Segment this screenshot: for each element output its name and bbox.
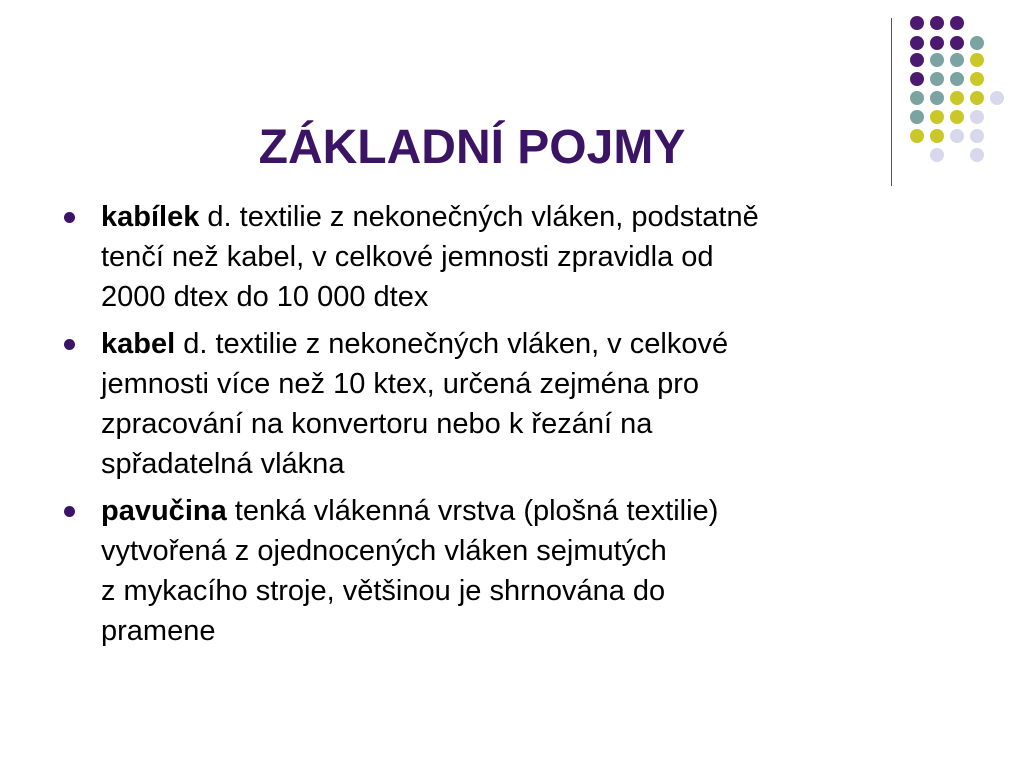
term-label: kabel: [101, 328, 176, 360]
decor-dot: [970, 148, 984, 162]
slide-title: ZÁKLADNÍ POJMY: [258, 121, 686, 175]
bullet-icon: [64, 212, 75, 223]
bullet-item-kabilek: [62, 197, 962, 317]
decor-dot: [950, 16, 964, 30]
decor-dot: [970, 36, 984, 50]
decor-dot: [970, 91, 984, 105]
bullet-line: jemnosti více než 10 ktex, určená zejména pro: [101, 368, 700, 400]
bullet-line: z mykacího stroje, většinou je shrnována do: [101, 575, 666, 607]
bullet-line: [101, 197, 962, 237]
decor-dot: [950, 53, 964, 67]
decor-dot: [970, 110, 984, 124]
decor-dot: [930, 16, 944, 30]
definition-text: d. textilie z nekonečných vláken, podstatně: [199, 201, 759, 233]
bullet-line: vytvořená z ojednocených vláken sejmutých: [101, 535, 667, 567]
definition-text: tenká vlákenná vrstva (plošná textilie): [226, 495, 719, 527]
bullet-list: [62, 197, 962, 658]
decor-dot: [930, 53, 944, 67]
bullet-icon: [64, 506, 75, 517]
decor-dot: [950, 129, 964, 143]
term-label: kabílek: [101, 201, 200, 233]
decor-dot: [950, 110, 964, 124]
decor-dot: [930, 91, 944, 105]
decor-dot: [950, 36, 964, 50]
decor-dot: [910, 91, 924, 105]
bullet-icon: [64, 339, 75, 350]
bullet-line: pramene: [101, 615, 216, 647]
decor-dot: [970, 53, 984, 67]
decor-dot: [990, 91, 1004, 105]
term-label: pavučina: [101, 495, 227, 527]
decor-dot: [970, 129, 984, 143]
bullet-item-pavucina: [62, 491, 962, 651]
decor-dot: [910, 72, 924, 86]
bullet-line: 2000 dtex do 10 000 dtex: [101, 281, 429, 313]
bullet-line: [101, 491, 962, 531]
decor-dot: [950, 72, 964, 86]
decor-dot: [930, 36, 944, 50]
bullet-line: spřadatelná vlákna: [101, 448, 345, 480]
decor-dot: [950, 91, 964, 105]
decor-dot: [910, 53, 924, 67]
definition-text: d. textilie z nekonečných vláken, v celkové: [175, 328, 729, 360]
decor-dot: [910, 16, 924, 30]
decor-dot: [970, 72, 984, 86]
bullet-item-kabel: [62, 324, 962, 484]
bullet-line: [101, 324, 962, 364]
bullet-line: tenčí než kabel, v celkové jemnosti zpravidla od: [101, 241, 714, 273]
decor-dot: [930, 72, 944, 86]
decor-dot: [910, 36, 924, 50]
bullet-line: zpracování na konvertoru nebo k řezání na: [101, 408, 653, 440]
